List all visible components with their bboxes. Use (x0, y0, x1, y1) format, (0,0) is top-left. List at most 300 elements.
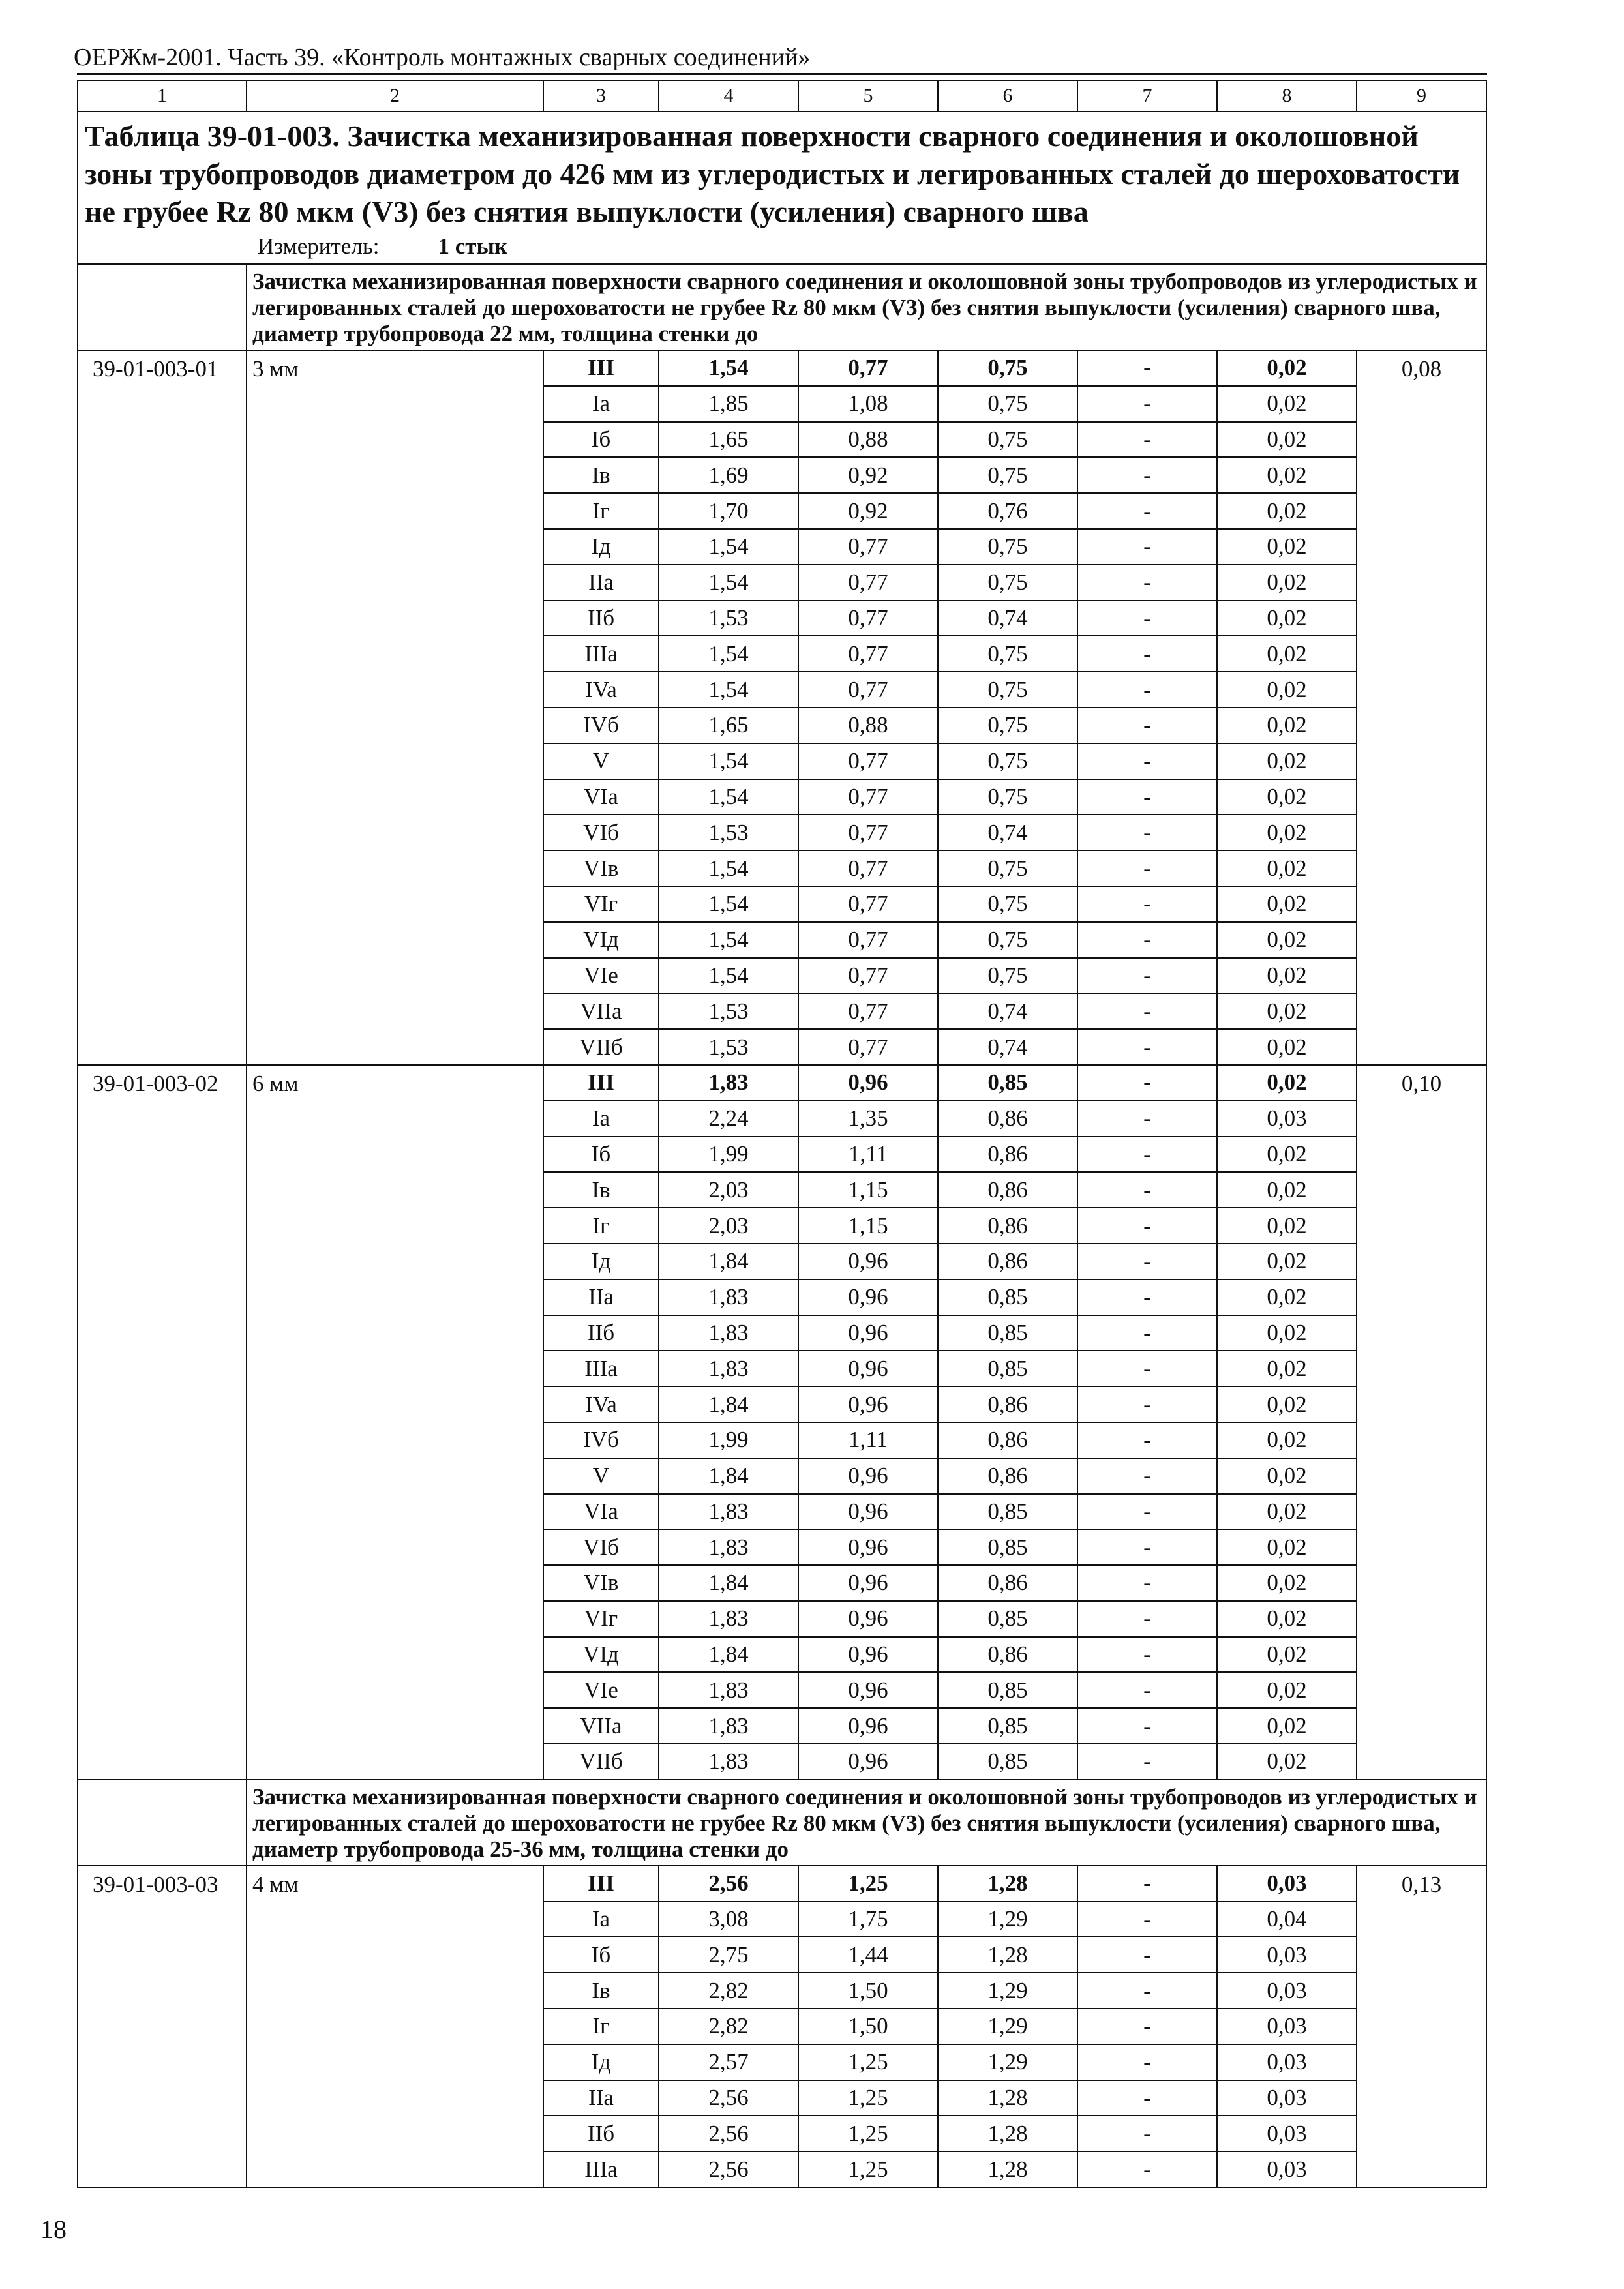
value-col5: 0,96 (798, 1279, 938, 1315)
value-col8: 0,02 (1217, 1029, 1357, 1065)
value-col5: 0,77 (798, 743, 938, 779)
value-col7: - (1077, 850, 1217, 886)
value-col8: 0,02 (1217, 1529, 1357, 1565)
value-col8: 0,02 (1217, 565, 1357, 601)
value-col4: 1,54 (659, 350, 798, 386)
value-col4: 1,83 (659, 1315, 798, 1351)
zone-label: IIa (543, 1279, 659, 1315)
zone-label: IIб (543, 1315, 659, 1351)
value-col6: 1,28 (938, 2116, 1077, 2151)
value-col8: 0,02 (1217, 529, 1357, 565)
value-col8: 0,02 (1217, 1315, 1357, 1351)
value-col4: 1,54 (659, 958, 798, 994)
value-col5: 0,77 (798, 565, 938, 601)
value-col5: 0,88 (798, 708, 938, 743)
value-col5: 1,25 (798, 2044, 938, 2080)
value-col4: 2,24 (659, 1101, 798, 1137)
value-col6: 0,75 (938, 708, 1077, 743)
value-col8: 0,02 (1217, 886, 1357, 922)
value-col7: - (1077, 1315, 1217, 1351)
value-col4: 2,56 (659, 2151, 798, 2187)
value-col4: 1,84 (659, 1386, 798, 1422)
value-col6: 1,28 (938, 1866, 1077, 1902)
value-col7: - (1077, 636, 1217, 672)
value-col8: 0,02 (1217, 779, 1357, 815)
value-col7: - (1077, 457, 1217, 493)
value-col6: 0,86 (938, 1458, 1077, 1494)
value-col8: 0,03 (1217, 2151, 1357, 2187)
value-col8: 0,03 (1217, 2009, 1357, 2044)
value-col8: 0,03 (1217, 1101, 1357, 1137)
value-col5: 0,77 (798, 601, 938, 636)
value-col7: - (1077, 2009, 1217, 2044)
value-col6: 0,86 (938, 1637, 1077, 1673)
value-col7: - (1077, 565, 1217, 601)
value-col7: - (1077, 958, 1217, 994)
value-col6: 0,75 (938, 958, 1077, 994)
value-col8: 0,02 (1217, 1244, 1357, 1279)
value-col5: 0,96 (798, 1351, 938, 1386)
zone-label: VIe (543, 958, 659, 994)
value-col7: - (1077, 779, 1217, 815)
value-col5: 0,77 (798, 922, 938, 958)
zone-label: IIIa (543, 636, 659, 672)
value-col4: 1,54 (659, 743, 798, 779)
zone-label: Ia (543, 1101, 659, 1137)
value-col7: - (1077, 1386, 1217, 1422)
table-title: Таблица 39-01-003. Зачистка механизированная поверхности сварного соединения и околошовной зоны трубопроводов диаметром до 426 мм из углеродистых и легированных сталей до шероховатости не грубее Rz 80 мкм (V3) без снятия выпуклости (усиления) сварного шва (85, 119, 1460, 228)
value-col7: - (1077, 350, 1217, 386)
value-col8: 0,03 (1217, 1973, 1357, 2009)
value-col5: 1,08 (798, 386, 938, 422)
zone-label: VIб (543, 1529, 659, 1565)
zone-label: VIa (543, 1494, 659, 1530)
value-col8: 0,02 (1217, 1137, 1357, 1173)
zone-label: IVб (543, 1422, 659, 1458)
value-col7: - (1077, 1637, 1217, 1673)
section-heading-row (78, 264, 1486, 350)
value-col4: 1,83 (659, 1708, 798, 1744)
value-col5: 1,25 (798, 2151, 938, 2187)
value-col4: 1,54 (659, 886, 798, 922)
value-col4: 2,03 (659, 1172, 798, 1208)
value-col7: - (1077, 1029, 1217, 1065)
value-col8: 0,02 (1217, 1208, 1357, 1244)
value-col6: 0,85 (938, 1351, 1077, 1386)
value-col7: - (1077, 1672, 1217, 1708)
zone-label: IIa (543, 2080, 659, 2116)
value-col4: 1,83 (659, 1601, 798, 1637)
value-col8: 0,02 (1217, 1422, 1357, 1458)
value-col4: 2,56 (659, 1866, 798, 1902)
value-col6: 0,74 (938, 815, 1077, 850)
value-col5: 0,96 (798, 1315, 938, 1351)
value-col4: 2,03 (659, 1208, 798, 1244)
value-col6: 0,75 (938, 850, 1077, 886)
zone-label: VIг (543, 886, 659, 922)
value-col6: 0,75 (938, 529, 1077, 565)
zone-label: VIIa (543, 1708, 659, 1744)
value-col5: 0,96 (798, 1672, 938, 1708)
value-col5: 0,77 (798, 350, 938, 386)
column-number: 5 (798, 80, 938, 112)
measure-value: 1 стык (438, 233, 507, 259)
section-heading-spacer (78, 1780, 247, 1866)
value-col5: 1,25 (798, 1866, 938, 1902)
value-col6: 0,85 (938, 1065, 1077, 1101)
zone-label: Iд (543, 529, 659, 565)
zone-label: III (543, 1866, 659, 1902)
value-col6: 1,28 (938, 2151, 1077, 2187)
zone-label: IIIa (543, 2151, 659, 2187)
value-col5: 0,96 (798, 1565, 938, 1601)
value-col7: - (1077, 422, 1217, 458)
value-col8: 0,02 (1217, 1708, 1357, 1744)
value-col6: 0,75 (938, 672, 1077, 708)
value-col7: - (1077, 743, 1217, 779)
value-col6: 0,75 (938, 779, 1077, 815)
zone-label: Ia (543, 386, 659, 422)
value-col6: 0,85 (938, 1529, 1077, 1565)
value-col5: 0,77 (798, 993, 938, 1029)
zone-label: Ia (543, 1902, 659, 1937)
measure-label: Измеритель: (258, 233, 380, 259)
value-col6: 0,85 (938, 1315, 1077, 1351)
column-number: 8 (1217, 80, 1357, 112)
value-col7: - (1077, 1866, 1217, 1902)
zone-label: VIд (543, 1637, 659, 1673)
value-col5: 0,77 (798, 636, 938, 672)
wall-thickness: 6 мм (247, 1065, 543, 1780)
value-col8: 0,02 (1217, 922, 1357, 958)
value-col6: 1,29 (938, 1902, 1077, 1937)
value-col7: - (1077, 1351, 1217, 1386)
value-col8: 0,02 (1217, 493, 1357, 529)
value-col7: - (1077, 1601, 1217, 1637)
value-col4: 1,54 (659, 850, 798, 886)
zone-label: Iб (543, 1137, 659, 1173)
value-col7: - (1077, 386, 1217, 422)
value-col5: 0,77 (798, 529, 938, 565)
value-col4: 1,85 (659, 386, 798, 422)
value-col4: 1,53 (659, 815, 798, 850)
section-heading-row (78, 1780, 1486, 1866)
zone-label: IVa (543, 672, 659, 708)
value-col8: 0,02 (1217, 601, 1357, 636)
value-col4: 1,53 (659, 1029, 798, 1065)
value-col5: 0,96 (798, 1386, 938, 1422)
zone-label: VIд (543, 922, 659, 958)
value-col5: 1,50 (798, 2009, 938, 2044)
norms-table (77, 80, 1487, 2188)
value-col6: 0,85 (938, 1494, 1077, 1530)
norm-code: 39-01-003-01 (78, 350, 247, 1065)
table-row (78, 350, 1486, 386)
value-col5: 0,96 (798, 1458, 938, 1494)
value-col5: 0,77 (798, 886, 938, 922)
zone-label: VIб (543, 815, 659, 850)
value-col4: 2,82 (659, 1973, 798, 2009)
zone-label: VIв (543, 1565, 659, 1601)
value-col7: - (1077, 1065, 1217, 1101)
value-col5: 0,92 (798, 493, 938, 529)
value-col4: 1,83 (659, 1351, 798, 1386)
zone-label: Iг (543, 2009, 659, 2044)
zone-label: Iд (543, 2044, 659, 2080)
value-col4: 1,83 (659, 1672, 798, 1708)
value-col7: - (1077, 886, 1217, 922)
value-col5: 1,44 (798, 1937, 938, 1973)
value-col5: 1,75 (798, 1902, 938, 1937)
value-col8: 0,02 (1217, 457, 1357, 493)
norm-code: 39-01-003-03 (78, 1866, 247, 2187)
value-col5: 0,96 (798, 1708, 938, 1744)
zone-label: V (543, 743, 659, 779)
value-col8: 0,02 (1217, 1458, 1357, 1494)
value-col6: 0,85 (938, 1601, 1077, 1637)
value-col7: - (1077, 1244, 1217, 1279)
value-col6: 0,75 (938, 386, 1077, 422)
value-col8: 0,02 (1217, 743, 1357, 779)
zone-label: Iг (543, 1208, 659, 1244)
table-row (78, 1065, 1486, 1101)
value-col8: 0,02 (1217, 1351, 1357, 1386)
value-col7: - (1077, 1973, 1217, 2009)
zone-label: Iв (543, 1172, 659, 1208)
value-col6: 0,85 (938, 1672, 1077, 1708)
value-col4: 1,53 (659, 601, 798, 636)
value-col6: 0,86 (938, 1208, 1077, 1244)
value-col5: 0,96 (798, 1244, 938, 1279)
zone-label: VIIa (543, 993, 659, 1029)
zone-label: VIIб (543, 1744, 659, 1780)
value-col5: 1,15 (798, 1172, 938, 1208)
value-col6: 1,29 (938, 2009, 1077, 2044)
section-heading-spacer (78, 264, 247, 350)
table-title-row (78, 112, 1486, 264)
section-heading: Зачистка механизированная поверхности сварного соединения и околошовной зоны трубопроводов из углеродистых и легированных сталей до шероховатости не грубее Rz 80 мкм (V3) без снятия выпуклости (усиления) сварного шва, диаметр трубопровода 25-36 мм, толщина стенки до (247, 1780, 1486, 1866)
value-col4: 1,54 (659, 529, 798, 565)
value-col5: 1,25 (798, 2080, 938, 2116)
measure-line (85, 233, 1479, 260)
value-col7: - (1077, 601, 1217, 636)
value-col4: 2,56 (659, 2116, 798, 2151)
value-col8: 0,02 (1217, 1279, 1357, 1315)
value-col4: 1,84 (659, 1637, 798, 1673)
page-number: 18 (40, 2215, 67, 2244)
table-title-cell (78, 112, 1486, 264)
wall-thickness: 3 мм (247, 350, 543, 1065)
value-col7: - (1077, 2080, 1217, 2116)
value-col7: - (1077, 1529, 1217, 1565)
zone-label: Iб (543, 422, 659, 458)
table-row (78, 1866, 1486, 1902)
value-col6: 0,75 (938, 350, 1077, 386)
value-col4: 1,65 (659, 422, 798, 458)
value-col8: 0,02 (1217, 815, 1357, 850)
value-col8: 0,03 (1217, 1937, 1357, 1973)
column-number: 6 (938, 80, 1077, 112)
value-col7: - (1077, 815, 1217, 850)
value-col4: 1,53 (659, 993, 798, 1029)
zone-label: VIIб (543, 1029, 659, 1065)
value-col7: - (1077, 672, 1217, 708)
zone-label: IIIa (543, 1351, 659, 1386)
zone-label: IIб (543, 2116, 659, 2151)
value-col4: 1,99 (659, 1137, 798, 1173)
value-col8: 0,03 (1217, 2044, 1357, 2080)
value-col8: 0,03 (1217, 2080, 1357, 2116)
value-col6: 0,86 (938, 1172, 1077, 1208)
value-col8: 0,03 (1217, 1866, 1357, 1902)
column-number: 7 (1077, 80, 1217, 112)
value-col8: 0,02 (1217, 1672, 1357, 1708)
value-col8: 0,02 (1217, 850, 1357, 886)
value-col6: 0,75 (938, 886, 1077, 922)
value-col8: 0,02 (1217, 350, 1357, 386)
value-col5: 0,96 (798, 1744, 938, 1780)
value-col6: 0,75 (938, 636, 1077, 672)
value-col7: - (1077, 1422, 1217, 1458)
value-col5: 0,77 (798, 850, 938, 886)
value-col4: 1,65 (659, 708, 798, 743)
value-col4: 1,54 (659, 922, 798, 958)
zone-label: IIa (543, 565, 659, 601)
value-col5: 1,50 (798, 1973, 938, 2009)
zone-label: V (543, 1458, 659, 1494)
value-col7: - (1077, 2116, 1217, 2151)
zone-label: IIб (543, 601, 659, 636)
value-col5: 1,15 (798, 1208, 938, 1244)
value-col8: 0,02 (1217, 1565, 1357, 1601)
value-col8: 0,02 (1217, 672, 1357, 708)
value-col5: 0,96 (798, 1601, 938, 1637)
value-col7: - (1077, 2151, 1217, 2187)
value-col5: 0,88 (798, 422, 938, 458)
value-col8: 0,02 (1217, 1065, 1357, 1101)
column-number: 3 (543, 80, 659, 112)
value-col4: 2,75 (659, 1937, 798, 1973)
value-col8: 0,02 (1217, 1386, 1357, 1422)
value-col6: 1,29 (938, 2044, 1077, 2080)
column-number: 4 (659, 80, 798, 112)
value-col6: 0,85 (938, 1279, 1077, 1315)
value-col8: 0,02 (1217, 636, 1357, 672)
value-col7: - (1077, 493, 1217, 529)
value-col6: 0,75 (938, 422, 1077, 458)
value-col4: 1,83 (659, 1279, 798, 1315)
zone-label: IVб (543, 708, 659, 743)
zone-label: III (543, 350, 659, 386)
value-col6: 0,86 (938, 1565, 1077, 1601)
header-rule-thick (77, 73, 1487, 75)
value-col5: 1,11 (798, 1137, 938, 1173)
value-col7: - (1077, 1744, 1217, 1780)
value-col5: 0,77 (798, 672, 938, 708)
value-col9: 0,13 (1357, 1866, 1486, 2187)
value-col8: 0,02 (1217, 1601, 1357, 1637)
value-col5: 0,77 (798, 779, 938, 815)
value-col7: - (1077, 1101, 1217, 1137)
column-number: 9 (1357, 80, 1486, 112)
value-col6: 0,85 (938, 1744, 1077, 1780)
zone-label: VIe (543, 1672, 659, 1708)
value-col5: 1,35 (798, 1101, 938, 1137)
column-number: 2 (247, 80, 543, 112)
value-col5: 0,96 (798, 1494, 938, 1530)
value-col5: 0,92 (798, 457, 938, 493)
zone-label: VIг (543, 1601, 659, 1637)
value-col7: - (1077, 2044, 1217, 2080)
value-col7: - (1077, 1494, 1217, 1530)
value-col4: 1,84 (659, 1565, 798, 1601)
zone-label: Iд (543, 1244, 659, 1279)
value-col8: 0,02 (1217, 993, 1357, 1029)
zone-label: III (543, 1065, 659, 1101)
value-col7: - (1077, 993, 1217, 1029)
value-col8: 0,02 (1217, 958, 1357, 994)
value-col6: 0,75 (938, 457, 1077, 493)
value-col8: 0,02 (1217, 422, 1357, 458)
value-col5: 0,77 (798, 815, 938, 850)
zone-label: Iг (543, 493, 659, 529)
value-col5: 0,77 (798, 958, 938, 994)
value-col7: - (1077, 1172, 1217, 1208)
value-col4: 1,54 (659, 779, 798, 815)
value-col7: - (1077, 1937, 1217, 1973)
value-col6: 0,75 (938, 743, 1077, 779)
value-col5: 1,25 (798, 2116, 938, 2151)
value-col4: 2,56 (659, 2080, 798, 2116)
value-col4: 1,83 (659, 1744, 798, 1780)
value-col6: 0,76 (938, 493, 1077, 529)
value-col4: 1,54 (659, 565, 798, 601)
value-col4: 1,99 (659, 1422, 798, 1458)
value-col7: - (1077, 529, 1217, 565)
column-number: 1 (78, 80, 247, 112)
value-col8: 0,03 (1217, 2116, 1357, 2151)
value-col4: 1,84 (659, 1458, 798, 1494)
value-col8: 0,02 (1217, 386, 1357, 422)
value-col4: 1,54 (659, 636, 798, 672)
value-col4: 1,83 (659, 1529, 798, 1565)
value-col8: 0,02 (1217, 1494, 1357, 1530)
value-col6: 0,74 (938, 993, 1077, 1029)
value-col7: - (1077, 1137, 1217, 1173)
zone-label: Iв (543, 1973, 659, 2009)
value-col7: - (1077, 708, 1217, 743)
value-col7: - (1077, 1565, 1217, 1601)
value-col8: 0,02 (1217, 1744, 1357, 1780)
section-heading: Зачистка механизированная поверхности сварного соединения и околошовной зоны трубопроводов из углеродистых и легированных сталей до шероховатости не грубее Rz 80 мкм (V3) без снятия выпуклости (усиления) сварного шва, диаметр трубопровода 22 мм, толщина стенки до (247, 264, 1486, 350)
value-col5: 1,11 (798, 1422, 938, 1458)
value-col8: 0,04 (1217, 1902, 1357, 1937)
value-col6: 0,74 (938, 601, 1077, 636)
value-col8: 0,02 (1217, 1637, 1357, 1673)
running-title: ОЕРЖм-2001. Часть 39. «Контроль монтажных сварных соединений» (74, 44, 811, 71)
value-col8: 0,02 (1217, 1172, 1357, 1208)
value-col5: 0,96 (798, 1529, 938, 1565)
value-col7: - (1077, 1708, 1217, 1744)
value-col4: 1,83 (659, 1065, 798, 1101)
value-col6: 1,28 (938, 1937, 1077, 1973)
value-col4: 1,54 (659, 672, 798, 708)
value-col6: 0,86 (938, 1101, 1077, 1137)
value-col6: 0,86 (938, 1137, 1077, 1173)
column-number-row (78, 80, 1486, 112)
value-col7: - (1077, 1458, 1217, 1494)
value-col5: 0,96 (798, 1065, 938, 1101)
